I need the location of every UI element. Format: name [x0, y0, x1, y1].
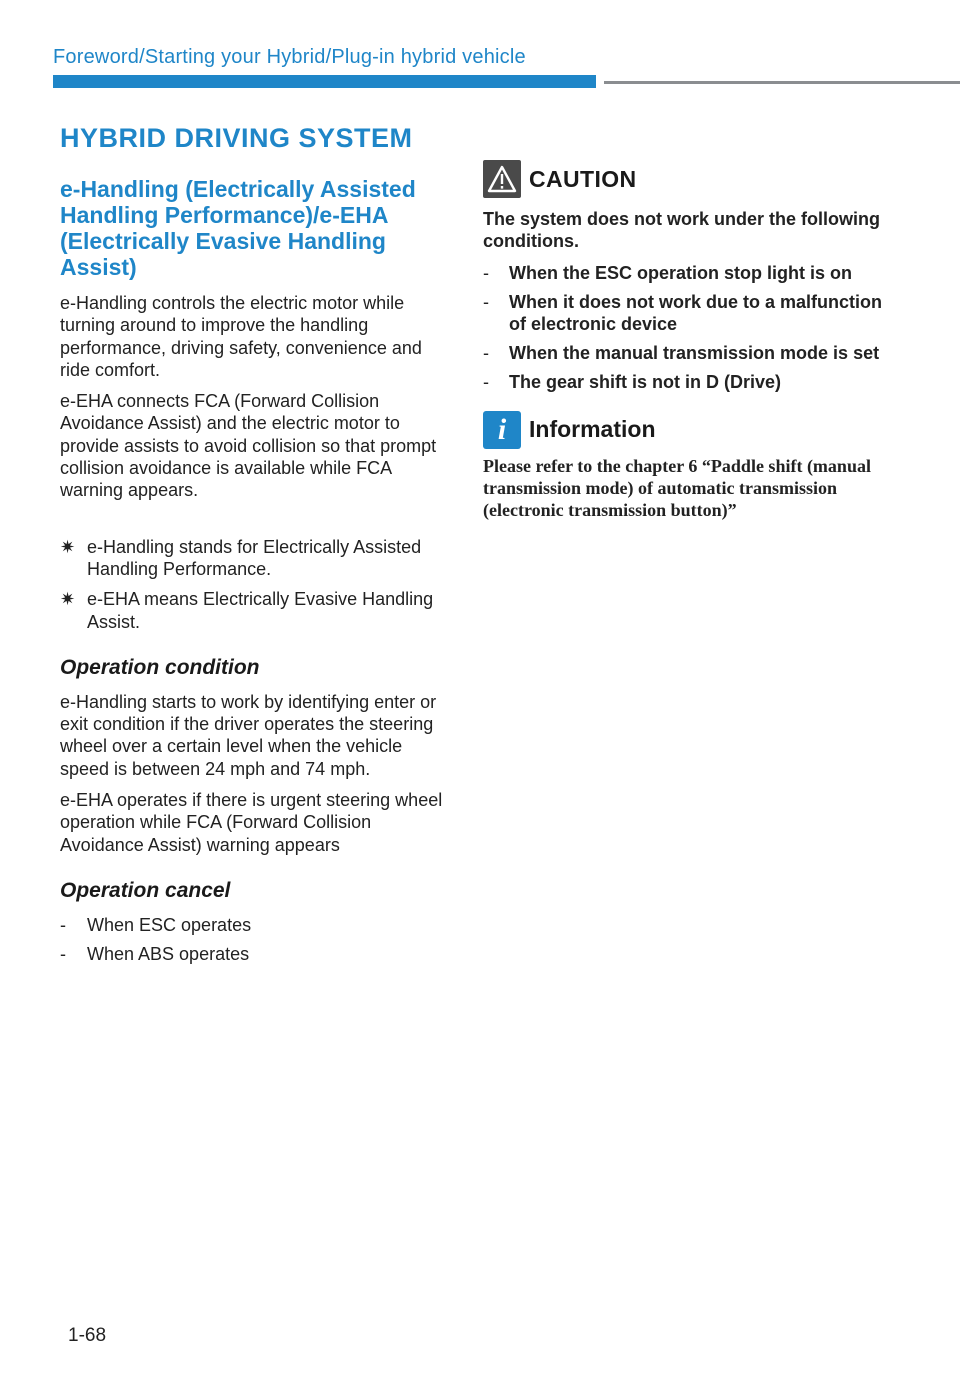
operation-condition-heading: Operation condition — [60, 655, 260, 679]
operation-cancel-list — [60, 914, 450, 965]
footnote-item — [60, 536, 450, 581]
header-title: Foreword/Starting your Hybrid/Plug-in hybrid vehicle — [53, 46, 526, 68]
list-item-text: When ABS operates — [87, 943, 250, 964]
information-title: Information — [529, 416, 656, 443]
dash-bullet: - — [60, 943, 66, 964]
list-item-text: When the ESC operation stop light is on — [509, 262, 852, 283]
list-item — [483, 291, 883, 335]
list-item — [60, 914, 450, 936]
caution-intro: The system does not work under the following conditions. — [483, 209, 881, 252]
intro-paragraph: e-Handling controls the electric motor while turning around to improve the handling performance, driving safety, convenience and ride comfort. — [60, 293, 422, 380]
footnote-item — [60, 588, 450, 633]
intro-paragraph: e-EHA connects FCA (Forward Collision Avoidance Assist) and the electric motor to provide assists to avoid collision so that prompt collision avoidance is available while FCA warning appears. — [60, 391, 437, 501]
dash-bullet: - — [483, 371, 489, 392]
list-item-text: When the manual transmission mode is set — [509, 342, 880, 363]
list-item — [483, 262, 883, 284]
left-column — [60, 120, 450, 972]
list-item-text: When ESC operates — [87, 914, 252, 935]
asterisk-icon: ✷ — [60, 536, 76, 557]
section-heading: HYBRID DRIVING SYSTEM — [60, 123, 413, 153]
sub-heading: e-Handling (Electrically Assisted Handling Performance)/e-EHA (Electrically Evasive Handling Assist) — [60, 176, 416, 280]
footnote-text: e-Handling stands for Electrically Assisted Handling Performance. — [87, 536, 422, 579]
page-number: 1-68 — [68, 1325, 107, 1346]
operation-condition-paragraph: e-Handling starts to work by identifying enter or exit condition if the driver operates the steering wheel over a certain level when the vehicle speed is between 24 mph and 74 mph. — [60, 691, 437, 779]
list-item — [483, 342, 883, 364]
footnote-text: e-EHA means Electrically Evasive Handling Assist. — [87, 589, 434, 632]
warning-triangle-icon — [483, 160, 521, 198]
list-item — [483, 371, 883, 393]
list-item-text: When it does not work due to a malfunction of electronic device — [509, 291, 882, 334]
dash-bullet: - — [483, 291, 489, 312]
caution-title: CAUTION — [529, 165, 637, 192]
dash-bullet: - — [483, 342, 489, 363]
list-item-text: The gear shift is not in D (Drive) — [509, 371, 782, 392]
dash-bullet: - — [60, 914, 66, 935]
information-text: Please refer to the chapter 6 “Paddle shift (manual transmission mode) of automatic transmission (electronic transmission button)” — [483, 455, 871, 521]
header-rule — [604, 81, 960, 84]
right-column — [483, 160, 883, 521]
caution-list — [483, 262, 883, 393]
dash-bullet: - — [483, 262, 489, 283]
header-accent-bar — [53, 75, 596, 88]
caution-header — [483, 160, 883, 198]
list-item — [60, 943, 450, 965]
operation-condition-paragraph: e-EHA operates if there is urgent steering wheel operation while FCA (Forward Collision Avoidance Assist) warning appears — [60, 790, 443, 855]
information-header — [483, 411, 883, 449]
info-icon: i — [483, 411, 521, 449]
operation-cancel-heading: Operation cancel — [60, 878, 231, 902]
asterisk-icon: ✷ — [60, 589, 76, 610]
